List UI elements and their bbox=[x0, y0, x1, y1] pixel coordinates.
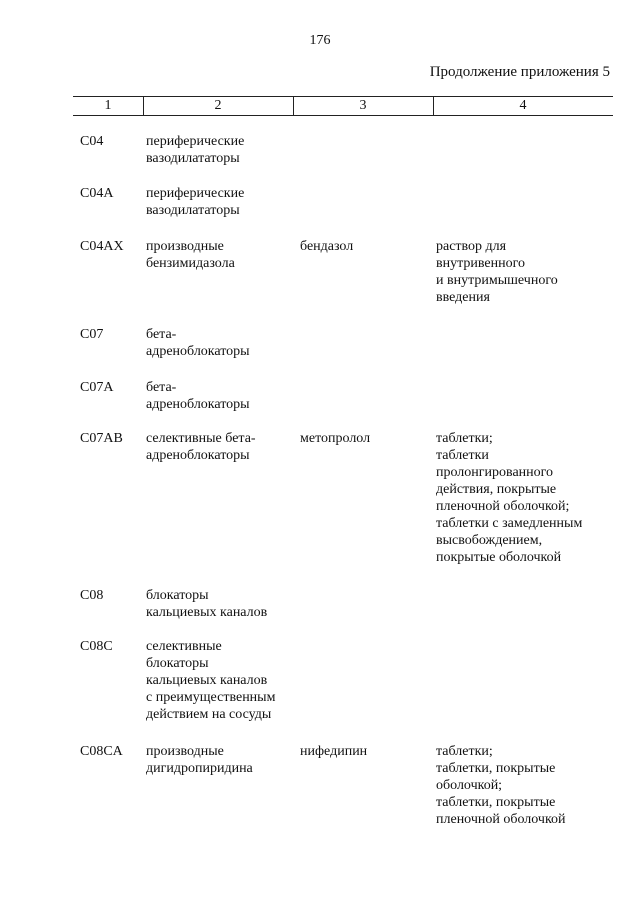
drug-name bbox=[300, 743, 430, 760]
pharmacological-group bbox=[146, 743, 296, 777]
pharmacological-group-line: периферические bbox=[146, 186, 245, 201]
dosage-form-line: таблетки, покрытые bbox=[436, 761, 556, 776]
atc-code-line: C08C bbox=[80, 639, 113, 654]
atc-code bbox=[80, 638, 113, 655]
pharmacological-group bbox=[146, 379, 296, 413]
dosage-form-line: пленочной оболочкой; bbox=[436, 499, 570, 514]
dosage-form-line: пролонгированного bbox=[436, 465, 554, 480]
atc-code-line: C07 bbox=[80, 327, 104, 342]
atc-code bbox=[80, 185, 113, 202]
drug-name-line: метопролол bbox=[300, 431, 371, 446]
drug-name-line: нифедипин bbox=[300, 744, 368, 759]
pharmacological-group-line: с преимущественным bbox=[146, 690, 276, 705]
dosage-form-line: оболочкой; bbox=[436, 778, 503, 793]
pharmacological-group bbox=[146, 587, 296, 621]
header-col-1: 1 bbox=[104, 98, 112, 113]
pharmacological-group-line: адреноблокаторы bbox=[146, 397, 250, 412]
atc-code-line: C07A bbox=[80, 380, 114, 395]
pharmacological-group-line: действием на сосуды bbox=[146, 707, 272, 722]
pharmacological-group-line: дигидропиридина bbox=[146, 761, 253, 776]
atc-code-line: C08 bbox=[80, 588, 104, 603]
drug-name bbox=[300, 430, 430, 447]
page-number: 176 bbox=[309, 33, 331, 48]
pharmacological-group-line: вазодилататоры bbox=[146, 203, 240, 218]
pharmacological-group-line: селективные бета- bbox=[146, 431, 256, 446]
header-col-4: 4 bbox=[519, 98, 527, 113]
atc-code-line: C04A bbox=[80, 186, 114, 201]
dosage-form-line: пленочной оболочкой bbox=[436, 812, 566, 827]
pharmacological-group-line: блокаторы bbox=[146, 588, 209, 603]
atc-code bbox=[80, 430, 123, 447]
dosage-form bbox=[436, 430, 616, 566]
dosage-form-line: таблетки bbox=[436, 448, 489, 463]
pharmacological-group-line: бензимидазола bbox=[146, 256, 235, 271]
atc-code-line: C04AX bbox=[80, 239, 124, 254]
header-col-2: 2 bbox=[214, 98, 222, 113]
pharmacological-group bbox=[146, 133, 296, 167]
drug-name-line: бендазол bbox=[300, 239, 354, 254]
pharmacological-group-line: периферические bbox=[146, 134, 245, 149]
dosage-form-line: таблетки; bbox=[436, 744, 493, 759]
dosage-form-line: раствор для bbox=[436, 239, 507, 254]
dosage-form-line: внутривенного bbox=[436, 256, 526, 271]
pharmacological-group-line: кальциевых каналов bbox=[146, 673, 268, 688]
pharmacological-group-line: бета- bbox=[146, 380, 177, 395]
pharmacological-group-line: селективные bbox=[146, 639, 222, 654]
pharmacological-group-line: блокаторы bbox=[146, 656, 209, 671]
pharmacological-group bbox=[146, 326, 296, 360]
dosage-form-line: таблетки, покрытые bbox=[436, 795, 556, 810]
dosage-form-line: таблетки; bbox=[436, 431, 493, 446]
atc-code bbox=[80, 743, 123, 760]
pharmacological-group bbox=[146, 430, 296, 464]
dosage-form-line: покрытые оболочкой bbox=[436, 550, 562, 565]
pharmacological-group-line: вазодилататоры bbox=[146, 151, 240, 166]
pharmacological-group-line: производные bbox=[146, 239, 224, 254]
pharmacological-group-line: производные bbox=[146, 744, 224, 759]
pharmacological-group bbox=[146, 238, 296, 272]
atc-code-line: C08CA bbox=[80, 744, 123, 759]
atc-code bbox=[80, 238, 124, 255]
atc-code bbox=[80, 379, 113, 396]
dosage-form bbox=[436, 743, 616, 828]
header-col-3: 3 bbox=[359, 98, 367, 113]
pharmacological-group-line: адреноблокаторы bbox=[146, 448, 250, 463]
pharmacological-group-line: кальциевых каналов bbox=[146, 605, 268, 620]
pharmacological-group-line: адреноблокаторы bbox=[146, 344, 250, 359]
atc-code bbox=[80, 587, 103, 604]
atc-code-line: C07AB bbox=[80, 431, 123, 446]
atc-code bbox=[80, 133, 103, 150]
pharmacological-group bbox=[146, 185, 296, 219]
dosage-form-line: действия, покрытые bbox=[436, 482, 557, 497]
dosage-form bbox=[436, 238, 616, 306]
pharmacological-group-line: бета- bbox=[146, 327, 177, 342]
pharmacological-group bbox=[146, 638, 296, 723]
dosage-form-line: введения bbox=[436, 290, 490, 305]
table-header bbox=[73, 96, 613, 116]
dosage-form-line: и внутримышечного bbox=[436, 273, 558, 288]
dosage-form-line: высвобождением, bbox=[436, 533, 543, 548]
drug-name bbox=[300, 238, 430, 255]
atc-code-line: C04 bbox=[80, 134, 104, 149]
atc-code bbox=[80, 326, 103, 343]
continuation-label: Продолжение приложения 5 bbox=[429, 64, 610, 80]
dosage-form-line: таблетки с замедленным bbox=[436, 516, 583, 531]
